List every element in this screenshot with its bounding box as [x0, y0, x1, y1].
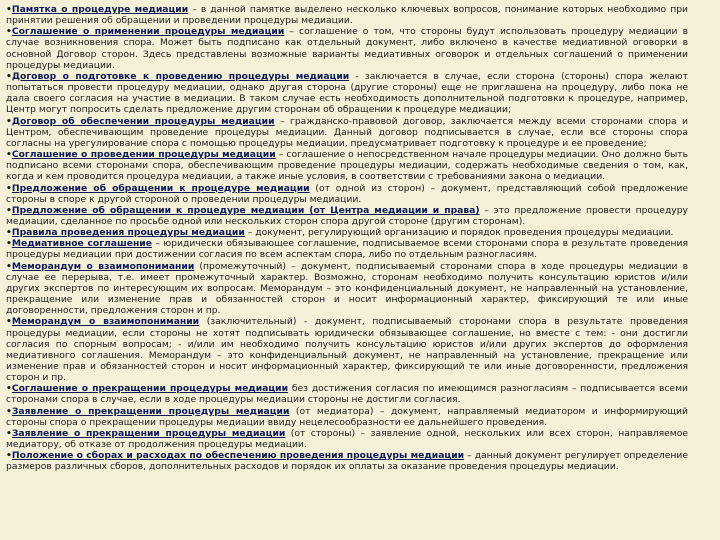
- item-description: – документ, регулирующий организацию и порядок проведения процедуры медиации.: [244, 227, 674, 239]
- bullet-icon: •: [6, 383, 12, 395]
- bullet-icon: •: [6, 70, 12, 82]
- bullet-icon: •: [6, 227, 12, 239]
- list-item: [6, 383, 688, 405]
- item-description: (от одной из сторон) – документ, представляющий собой предложение стороны в споре к другой стороной о проведении процедуры медиации.: [6, 182, 688, 205]
- document-link[interactable]: Положение о сборах и расходах по обеспечению проведения процедуры медиации: [11, 450, 465, 462]
- list-item: [6, 316, 688, 383]
- item-description: – гражданско-правовой договор, заключается между всеми сторонами спора и Центром, обеспечивающим проведение процедуры медиации. Данный договор подписывается в случае, если все стороны спора согласны на урегулирование спора с помощью процедуры медиации, предусматривает подготовку к процедуре и ее проведение;: [6, 115, 688, 149]
- item-description: без достижения согласия по имеющимся разногласиям – подписывается всеми сторонами спора в случае, если в ходе процедуры медиации стороны не достигли согласия.: [6, 383, 688, 406]
- document-link[interactable]: Заявление о прекращении процедуры медиации: [11, 405, 290, 417]
- document-link[interactable]: Правила проведения процедуры медиации: [11, 227, 245, 239]
- document-link[interactable]: Меморандум о взаимопонимании: [11, 260, 195, 272]
- bullet-icon: •: [6, 405, 12, 417]
- document-link[interactable]: Заявление о прекращении процедуры медиации: [11, 427, 286, 439]
- bullet-icon: •: [6, 149, 12, 161]
- list-item: [6, 183, 688, 205]
- document-link[interactable]: Памятка о процедуре медиации: [11, 4, 189, 15]
- document-link[interactable]: Соглашение о применении процедуры медиации: [11, 26, 285, 38]
- list-item: [6, 261, 688, 317]
- item-description: (от стороны) – заявление одной, нескольких или всех сторон, направляемое медиатору, об отказе от продолжения процедуры медиации.: [6, 427, 688, 451]
- list-item: [6, 428, 688, 450]
- bullet-icon: •: [6, 204, 12, 216]
- item-description: (промежуточный) – документ, подписываемый сторонами спора в ходе процедуры медиации в случае ее перерыва, т.е. имеет промежуточный характер. Возможно, сторонам необходимо получить консультацию юристов и/или других экспертов по интересующим их вопросам. Меморандум – это конфиденциальный документ, не направленный на установление, прекращение или изменение прав и обязанностей сторон и носит информационный характер, фиксирующий те или иные договоренности, предложения сторон и пр.: [6, 260, 688, 317]
- list-item: [6, 71, 688, 116]
- item-description: (от медиатора) – документ, направляемый медиатором и информирующий стороны спора о прекращении процедуры медиации ввиду нецелесообразности ее дальнейшего проведения.: [6, 405, 689, 428]
- item-description: – в данной памятке выделено несколько ключевых вопросов, понимание которых необходимо при принятии решения об обращении и проведении процедуры медиации.: [6, 4, 688, 27]
- list-item: [6, 238, 688, 260]
- bullet-icon: •: [6, 182, 12, 194]
- list-item: [6, 450, 688, 472]
- document-link[interactable]: Соглашение о проведении процедуры медиации: [11, 149, 276, 161]
- list-item: [6, 26, 688, 71]
- list-item: [6, 227, 688, 238]
- item-description: – соглашение о непосредственном начале процедуры медиации. Оно должно быть подписано всеми сторонами спора, обеспечивающим проведение процедуры медиации, содержать необходимые сведения о том, как, когда и кем проводится процедура медиации, а также иные условия, в соответствии с требованиями закона о медиации.: [6, 149, 689, 183]
- bullet-icon: •: [6, 427, 12, 439]
- list-item: [6, 149, 688, 182]
- item-description: - заключается в случае, если сторона (стороны) спора желают попытаться провести процедуру медиации, однако другая сторона (другие стороны) еще не приглашена на процедуру, либо пока не дала своего согласия на участие в медиации. В таком случае есть необходимость дополнительной подготовки к процедуре, например, Центр могут попросить сделать предложение другим сторонам об обращении к процедуре медиации;: [6, 70, 688, 116]
- document-link[interactable]: Предложение об обращении к процедуре медиации (от Центра медиации и права): [11, 204, 480, 216]
- list-item: [6, 205, 688, 227]
- bullet-icon: •: [6, 316, 12, 328]
- bullet-icon: •: [6, 26, 12, 38]
- list-item: [6, 116, 688, 149]
- document-link[interactable]: Меморандум о взаимопонимании: [11, 316, 200, 328]
- item-description: – это предложение провести процедуру медиации, сделанное по просьбе одной или нескольких сторон спора другой стороне (другим сторонам).: [6, 204, 688, 227]
- list-item: [6, 406, 688, 428]
- bullet-icon: •: [6, 238, 12, 250]
- item-description: – данный документ регулирует определение размеров различных сборов, дополнительных расходов и порядок их оплаты за оказание проведения процедуры медиации.: [6, 450, 688, 473]
- document-text: [6, 4, 688, 473]
- bullet-icon: •: [6, 260, 12, 272]
- list-item: [6, 4, 688, 26]
- item-description: – юридически обязывающее соглашение, подписываемое всеми сторонами спора в результате проведения процедуры медиации при достижении согласия по всем аспектам спора, либо по отдельным разногласиям.: [6, 238, 688, 261]
- document-link[interactable]: Договор об обеспечении процедуры медиации: [11, 115, 275, 127]
- document-link[interactable]: Договор о подготовке к проведению процедуры медиации: [11, 70, 350, 82]
- document-link[interactable]: Предложение об обращении к процедуре медиации: [11, 182, 310, 194]
- bullet-icon: •: [6, 450, 12, 462]
- item-description: (заключительный) - документ, подписываемый сторонами спора в результате проведения процедуры медиации, если стороны не хотят подписывать юридически обязывающее соглашение, но вместе с тем: - они достигли согласия по спорным вопросам; - и/или им необходимо получить консультацию юристов и/или других экспертов до оформления медиативного соглашения. Меморандум – это конфиденциальный документ, не направленный на установление, прекращение или изменение прав и обязанностей сторон и носит информационный характер, фиксирующий те или иные договоренности, предложения сторон и пр.: [6, 316, 688, 384]
- bullet-icon: •: [6, 4, 12, 15]
- document-link[interactable]: Соглашение о прекращении процедуры медиации: [11, 383, 289, 395]
- bullet-icon: •: [6, 115, 12, 127]
- document-link[interactable]: Медиативное соглашение: [11, 238, 152, 250]
- item-description: – соглашение о том, что стороны будут использовать процедуру медиации в случае возникновения спора. Может быть подписано как отдельный документ, либо включено в качестве медиативной оговорки в основной Договор сторон. Здесь представлены возможные варианты медиативных оговорок и отдельных соглашений о применении процедуры медиации.: [6, 26, 688, 71]
